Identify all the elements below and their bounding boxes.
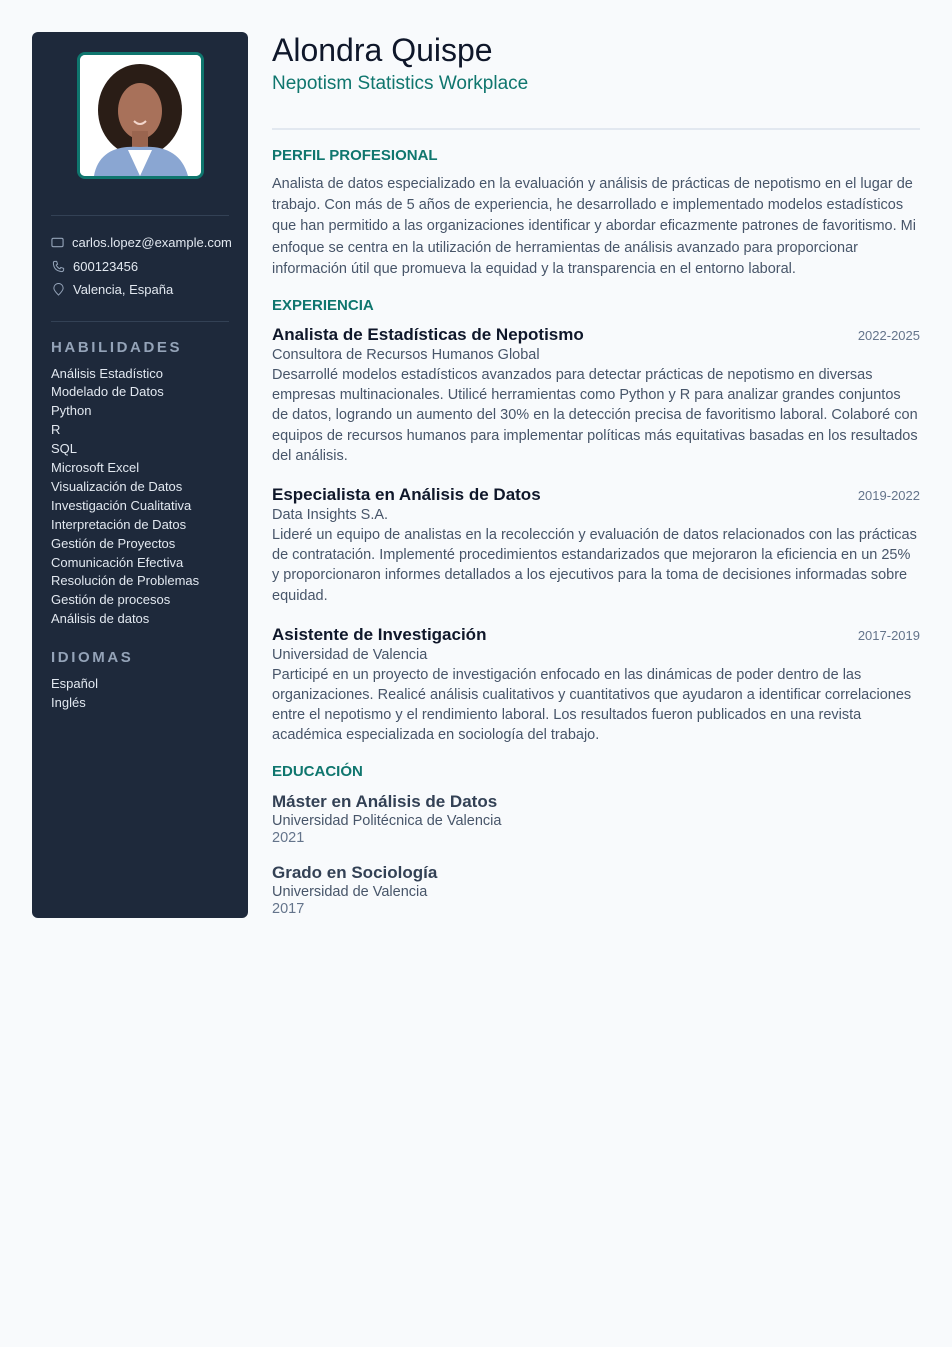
experience-section: [272, 297, 920, 746]
language-item: Inglés: [51, 695, 86, 711]
candidate-title: Nepotism Statistics Workplace: [272, 73, 529, 94]
skill-item: Modelado de Datos: [51, 384, 164, 400]
education-section: [272, 763, 920, 918]
sidebar-divider: [51, 321, 229, 322]
education-heading: EDUCACIÓN: [272, 762, 363, 780]
skill-item: Gestión de Proyectos: [51, 535, 176, 551]
main-content: [272, 32, 920, 918]
education-year: 2021: [272, 829, 305, 846]
map-pin-icon: [51, 283, 65, 297]
email-text: carlos.lopez@example.com: [72, 235, 232, 251]
profile-text: Analista de datos especializado en la evaluación y análisis de prácticas de nepotismo en el lugar de trabajo. Con más de 5 años de experiencia, he desarrollado e implementado modelos estadísticos que han permitido a las organizaciones identificar y abordar eficazmente patrones de favoritismo. Mi enfoque se centra en la utilización de herramientas de análisis avanzado para proporcionar información útil que promueva la equidad y la transparencia en el entorno laboral.: [272, 176, 916, 277]
job-dates: 2019-2022: [857, 488, 920, 504]
skill-item: Resolución de Problemas: [51, 573, 200, 589]
education-degree: Grado en Sociología: [272, 862, 438, 882]
job-company: Data Insights S.A.: [272, 507, 389, 524]
phone-icon: [51, 259, 65, 273]
sidebar: [32, 32, 248, 918]
header-divider: [272, 128, 920, 130]
job-description: Participé en un proyecto de investigación enfocado en las dinámicas de poder dentro de las organizaciones. Realicé análisis cualitativos y cuantitativos que ayudaron a identificar correlaciones entre el nepotismo y el rendimiento laboral. Los resultados fueron publicados en una revista académica especializada en sociología del trabajo.: [272, 666, 912, 744]
job-title: Analista de Estadísticas de Nepotismo: [272, 325, 584, 345]
skills-heading: HABILIDADES: [51, 338, 183, 356]
skill-item: Análisis de datos: [51, 611, 150, 627]
job-description: Lideré un equipo de analistas en la recolección y evaluación de datos relacionados con las prácticas de contratación. Implementé procedimientos estandarizados que mejoraron la eficiencia en un 25% y proporcionaron informes detallados a los ejecutivos para la toma de decisiones informadas sobre equidad.: [272, 527, 917, 604]
education-degree: Máster en Análisis de Datos: [272, 791, 498, 811]
skill-item: Investigación Cualitativa: [51, 497, 192, 513]
skill-item: R: [51, 422, 61, 438]
education-school: Universidad Politécnica de Valencia: [272, 812, 502, 829]
job-title: Asistente de Investigación: [272, 624, 487, 644]
skill-item: Microsoft Excel: [51, 460, 140, 476]
languages-heading: IDIOMAS: [51, 649, 134, 667]
location-text: Valencia, España: [73, 282, 174, 298]
job-dates: 2017-2019: [857, 627, 920, 643]
contact-info: [51, 231, 232, 302]
skill-item: Comunicación Efectiva: [51, 554, 184, 570]
candidate-name: Alondra Quispe: [272, 32, 493, 68]
skills-list: [51, 365, 229, 630]
profile-section: [272, 147, 920, 280]
contact-location: [51, 278, 229, 302]
skill-item: Análisis Estadístico: [51, 365, 163, 381]
education-year: 2017: [272, 900, 305, 917]
job-company: Consultora de Recursos Humanos Global: [272, 347, 540, 364]
skill-item: Visualización de Datos: [51, 478, 183, 494]
experience-heading: EXPERIENCIA: [272, 297, 374, 315]
envelope-icon: [51, 236, 64, 250]
education-entry: [272, 791, 920, 847]
profile-heading: PERFIL PROFESIONAL: [272, 147, 438, 164]
portrait-image: [80, 55, 201, 176]
skill-item: SQL: [51, 441, 78, 457]
languages-list: [51, 675, 229, 713]
job-entry: [272, 625, 920, 746]
job-entry: [272, 325, 920, 466]
skill-item: Interpretación de Datos: [51, 516, 187, 532]
contact-email[interactable]: [51, 231, 232, 255]
phone-text: 600123456: [73, 258, 139, 274]
job-description: Desarrollé modelos estadísticos avanzados para detectar prácticas de nepotismo en diversas empresas multinacionales. Utilicé herramientas como Python y R para analizar grandes conjuntos de datos, logrando un aumento del 30% en la detección precisa de favoritismo laboral. Colaboré con equipos de recursos humanos para implementar políticas más equitativas basadas en los resultados del análisis.: [272, 367, 918, 464]
skill-item: Python: [51, 403, 92, 419]
skill-item: Gestión de procesos: [51, 592, 171, 608]
contact-phone[interactable]: [51, 255, 229, 279]
job-dates: 2022-2025: [857, 328, 920, 344]
language-item: Español: [51, 676, 98, 692]
job-company: Universidad de Valencia: [272, 646, 428, 663]
profile-photo: [77, 52, 204, 179]
sidebar-divider: [51, 215, 229, 216]
education-entry: [272, 862, 920, 918]
job-title: Especialista en Análisis de Datos: [272, 485, 541, 505]
education-school: Universidad de Valencia: [272, 883, 428, 900]
job-entry: [272, 485, 920, 606]
